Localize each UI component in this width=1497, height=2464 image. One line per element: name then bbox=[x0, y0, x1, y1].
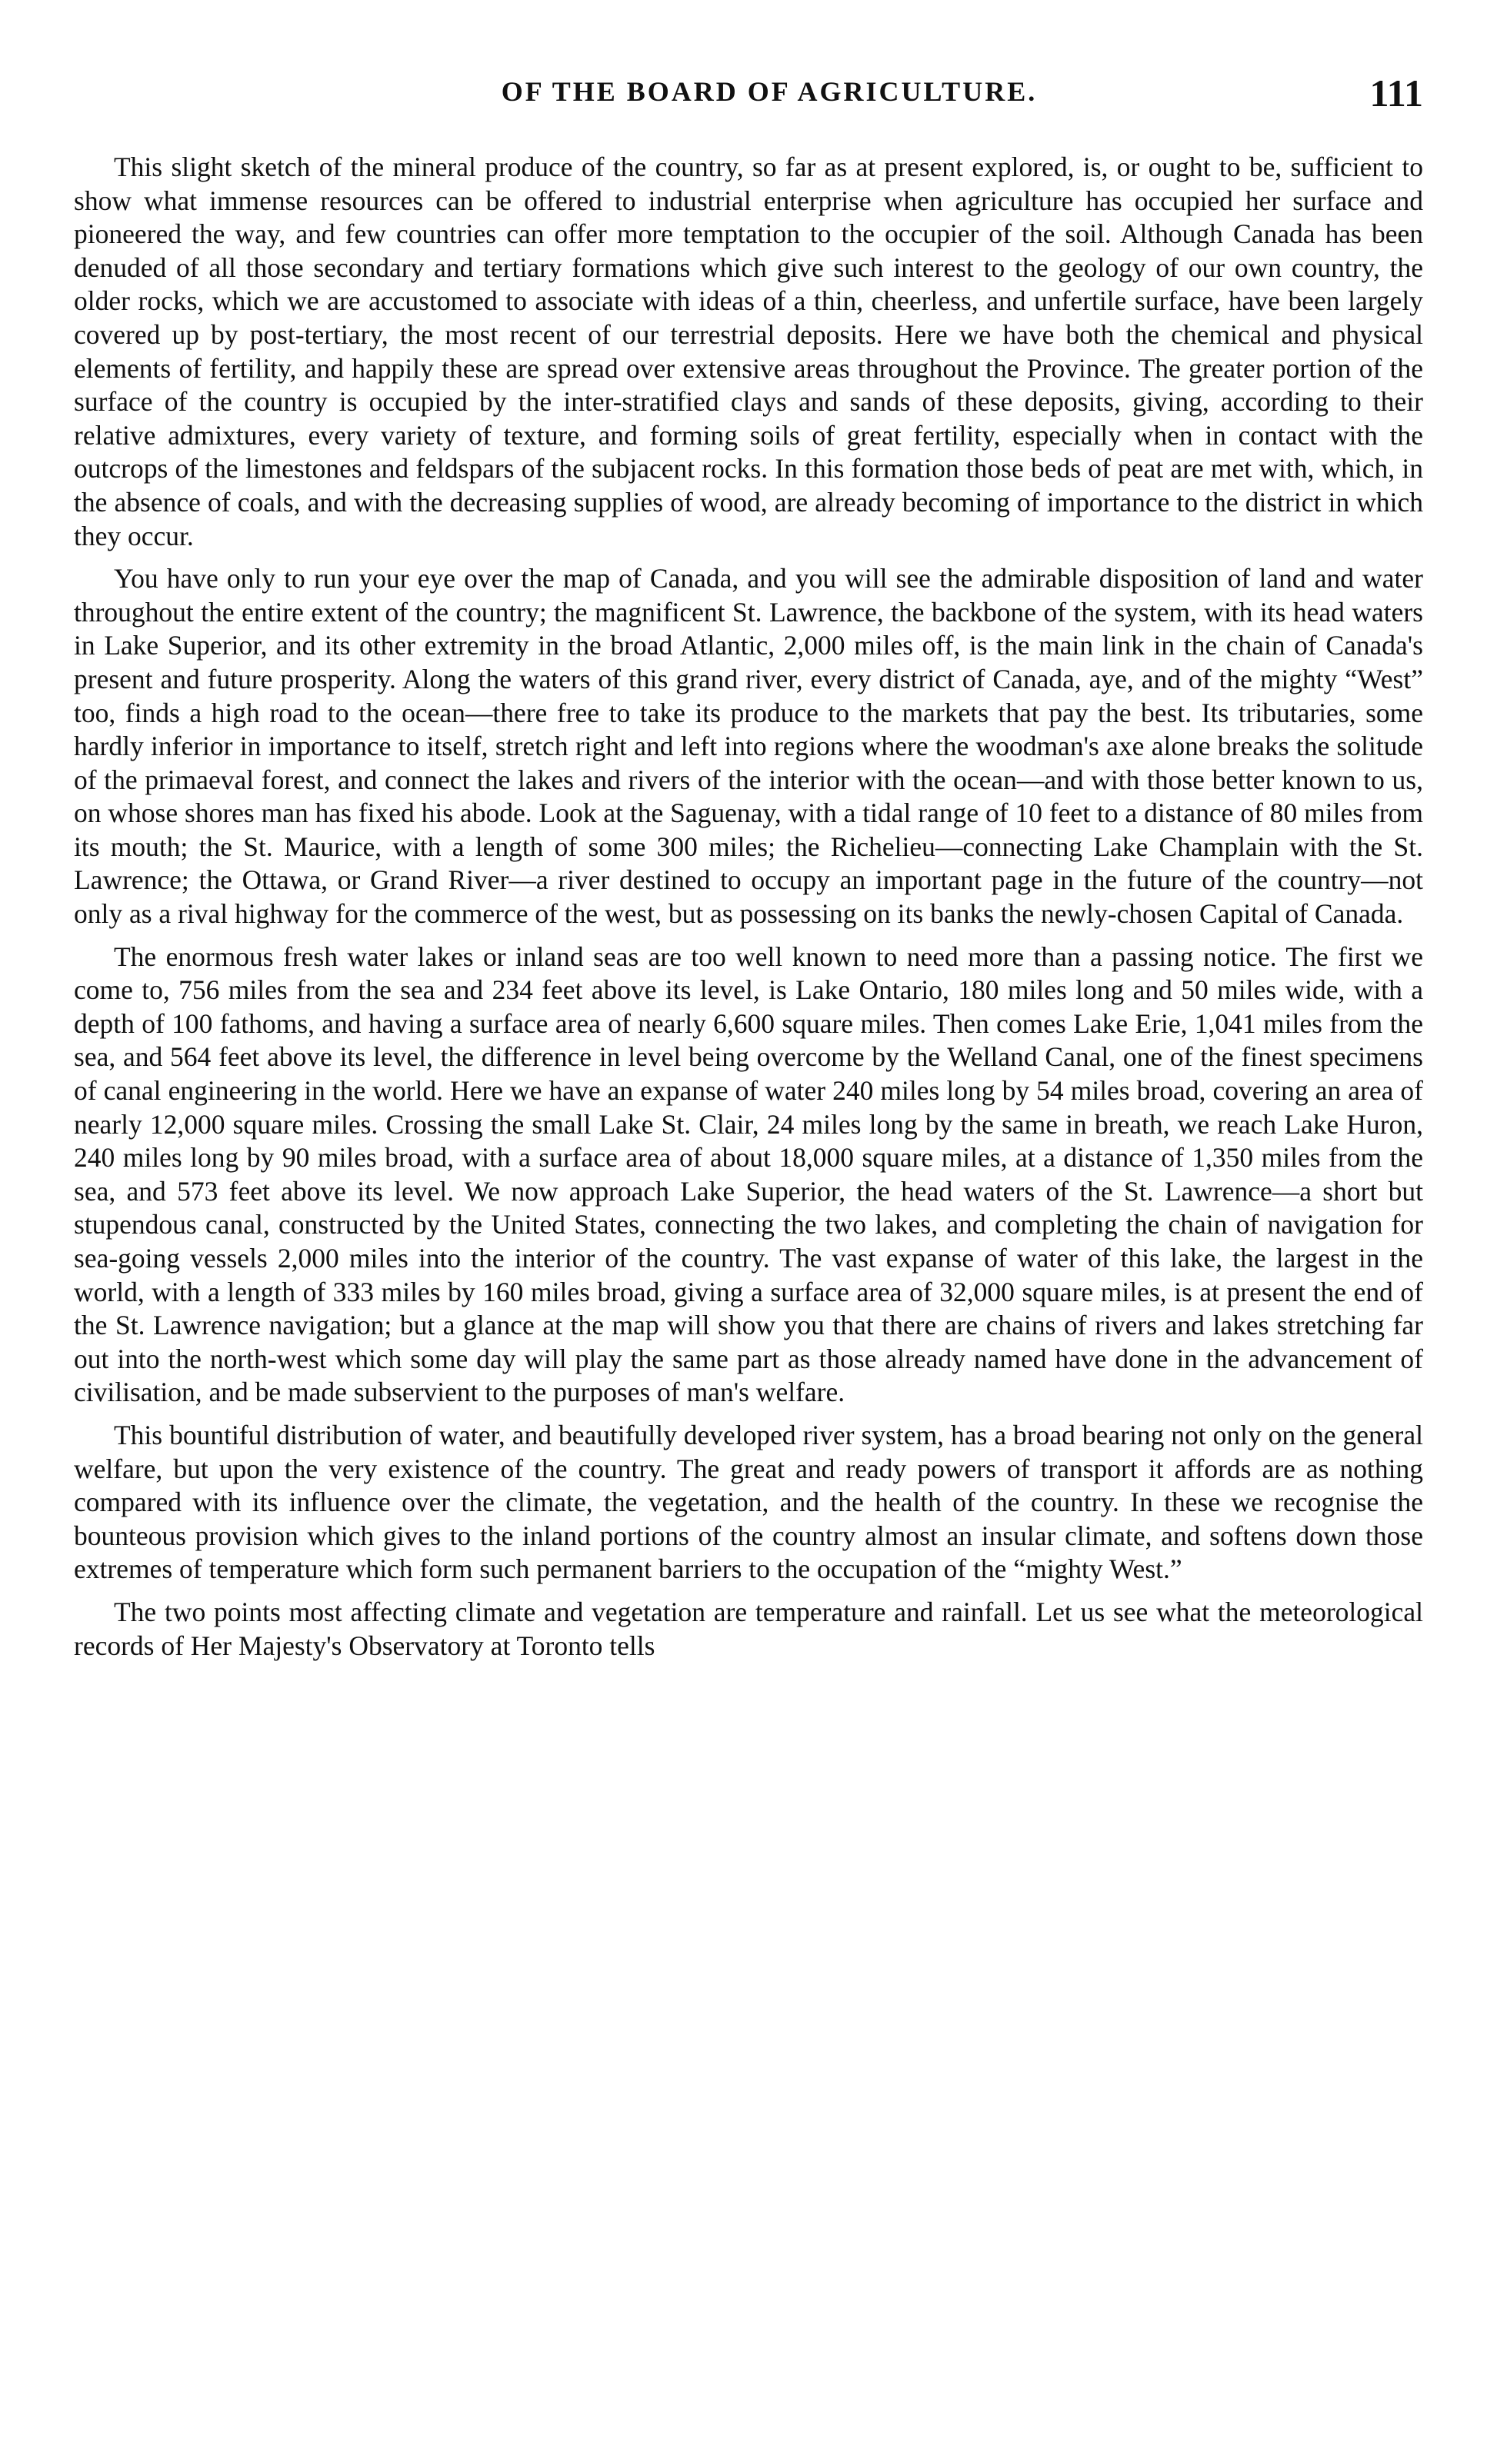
paragraph-mineral-produce: This slight sketch of the mineral produce of the country, so far as at present explored, is, or ought to be, sufficient to show what immense resources can be offered to industrial enterprise when agriculture has occupied her surface and pioneered the way, and few countries can offer more temptation to the occupier of the soil. Although Canada has been denuded of all those secondary and tertiary formations which give such interest to the geology of our own country, the older rocks, which we are accustomed to associate with ideas of a thin, cheerless, and unfertile surface, have been largely covered up by post-tertiary, the most recent of our terrestrial deposits. Here we have both the chemical and physical elements of fertility, and happily these are spread over extensive areas throughout the Province. The greater portion of the surface of the country is occupied by the inter-stratified clays and sands of these deposits, giving, according to their relative admixtures, every variety of texture, and forming soils of great fertility, especially when in contact with the outcrops of the limestones and feldspars of the subjacent rocks. In this formation those beds of peat are met with, which, in the absence of coals, and with the decreasing supplies of wood, are already becoming of importance to the district in which they occur. bbox=[74, 152, 1423, 551]
body-text bbox=[74, 151, 1423, 1672]
paragraph-climate-and-vegetation: The two points most affecting climate and vegetation are temperature and rainfall. Let us see what the meteorological records of Her Majesty's Observatory at Toronto tells bbox=[74, 1596, 1423, 1661]
paragraph-water-distribution: This bountiful distribution of water, and beautifully developed river system, has a broad bearing not only on the general welfare, but upon the very existence of the country. The great and ready powers of transport it affords are as nothing compared with its influence over the climate, the vegetation, and the health of the country. In these we recognise the bounteous provision which gives to the inland portions of the country almost an insular climate, and softens down those extremes of temperature which form such permanent barriers to the occupation of the “mighty West.” bbox=[74, 1419, 1423, 1585]
paragraph-map-of-canada: You have only to run your eye over the map of Canada, and you will see the admirable disposition of land and water throughout the entire extent of the country; the magnificent St. Lawrence, the backbone of the system, with its head waters in Lake Superior, and its other extremity in the broad Atlantic, 2,000 miles off, is the main link in the chain of Canada's present and future prosperity. Along the waters of this grand river, every district of Canada, aye, and of the mighty “West” too, finds a high road to the ocean—there free to take its produce to the markets that pay the best. Its tributaries, some hardly inferior in importance to itself, stretch right and left into regions where the woodman's axe alone breaks the solitude of the primaeval forest, and connect the lakes and rivers of the interior with the ocean—and with those better known to us, on whose shores man has fixed his abode. Look at the Saguenay, with a tidal range of 10 feet to a distance of 80 miles from its mouth; the St. Maurice, with a length of some 300 miles; the Richelieu—connecting Lake Champlain with the St. Lawrence; the Ottawa, or Grand River—a river destined to occupy an important page in the future of the country—not only as a rival highway for the commerce of the west, but as possessing on its banks the newly-chosen Capital of Canada. bbox=[74, 563, 1423, 930]
running-head: OF THE BOARD OF AGRICULTURE. bbox=[501, 76, 1038, 107]
paragraph-great-lakes: The enormous fresh water lakes or inland seas are too well known to need more than a passing notice. The first we come to, 756 miles from the sea and 234 feet above its level, is Lake Ontario, 180 miles long and 50 miles wide, with a depth of 100 fathoms, and having a surface area of nearly 6,600 square miles. Then comes Lake Erie, 1,041 miles from the sea, and 564 feet above its level, the difference in level being overcome by the Welland Canal, one of the finest specimens of canal engineering in the world. Here we have an expanse of water 240 miles long by 54 miles broad, covering an area of nearly 12,000 square miles. Crossing the small Lake St. Clair, 24 miles long by the same in breath, we reach Lake Huron, 240 miles long by 90 miles broad, with a surface area of about 18,000 square miles, at a distance of 1,350 miles from the sea, and 573 feet above its level. We now approach Lake Superior, the head waters of the St. Lawrence—a short but stupendous canal, constructed by the United States, connecting the two lakes, and completing the chain of navigation for sea-going vessels 2,000 miles into the interior of the country. The vast expanse of water of this lake, the largest in the world, with a length of 333 miles by 160 miles broad, giving a surface area of 32,000 square miles, is at present the end of the St. Lawrence navigation; but a glance at the map will show you that there are chains of rivers and lakes stretching far out into the north-west which some day will play the same part as those already named have done in the advancement of civilisation, and be made subservient to the purposes of man's welfare. bbox=[74, 941, 1423, 1408]
page-header bbox=[115, 71, 1423, 117]
page-number: 111 bbox=[1369, 72, 1423, 115]
